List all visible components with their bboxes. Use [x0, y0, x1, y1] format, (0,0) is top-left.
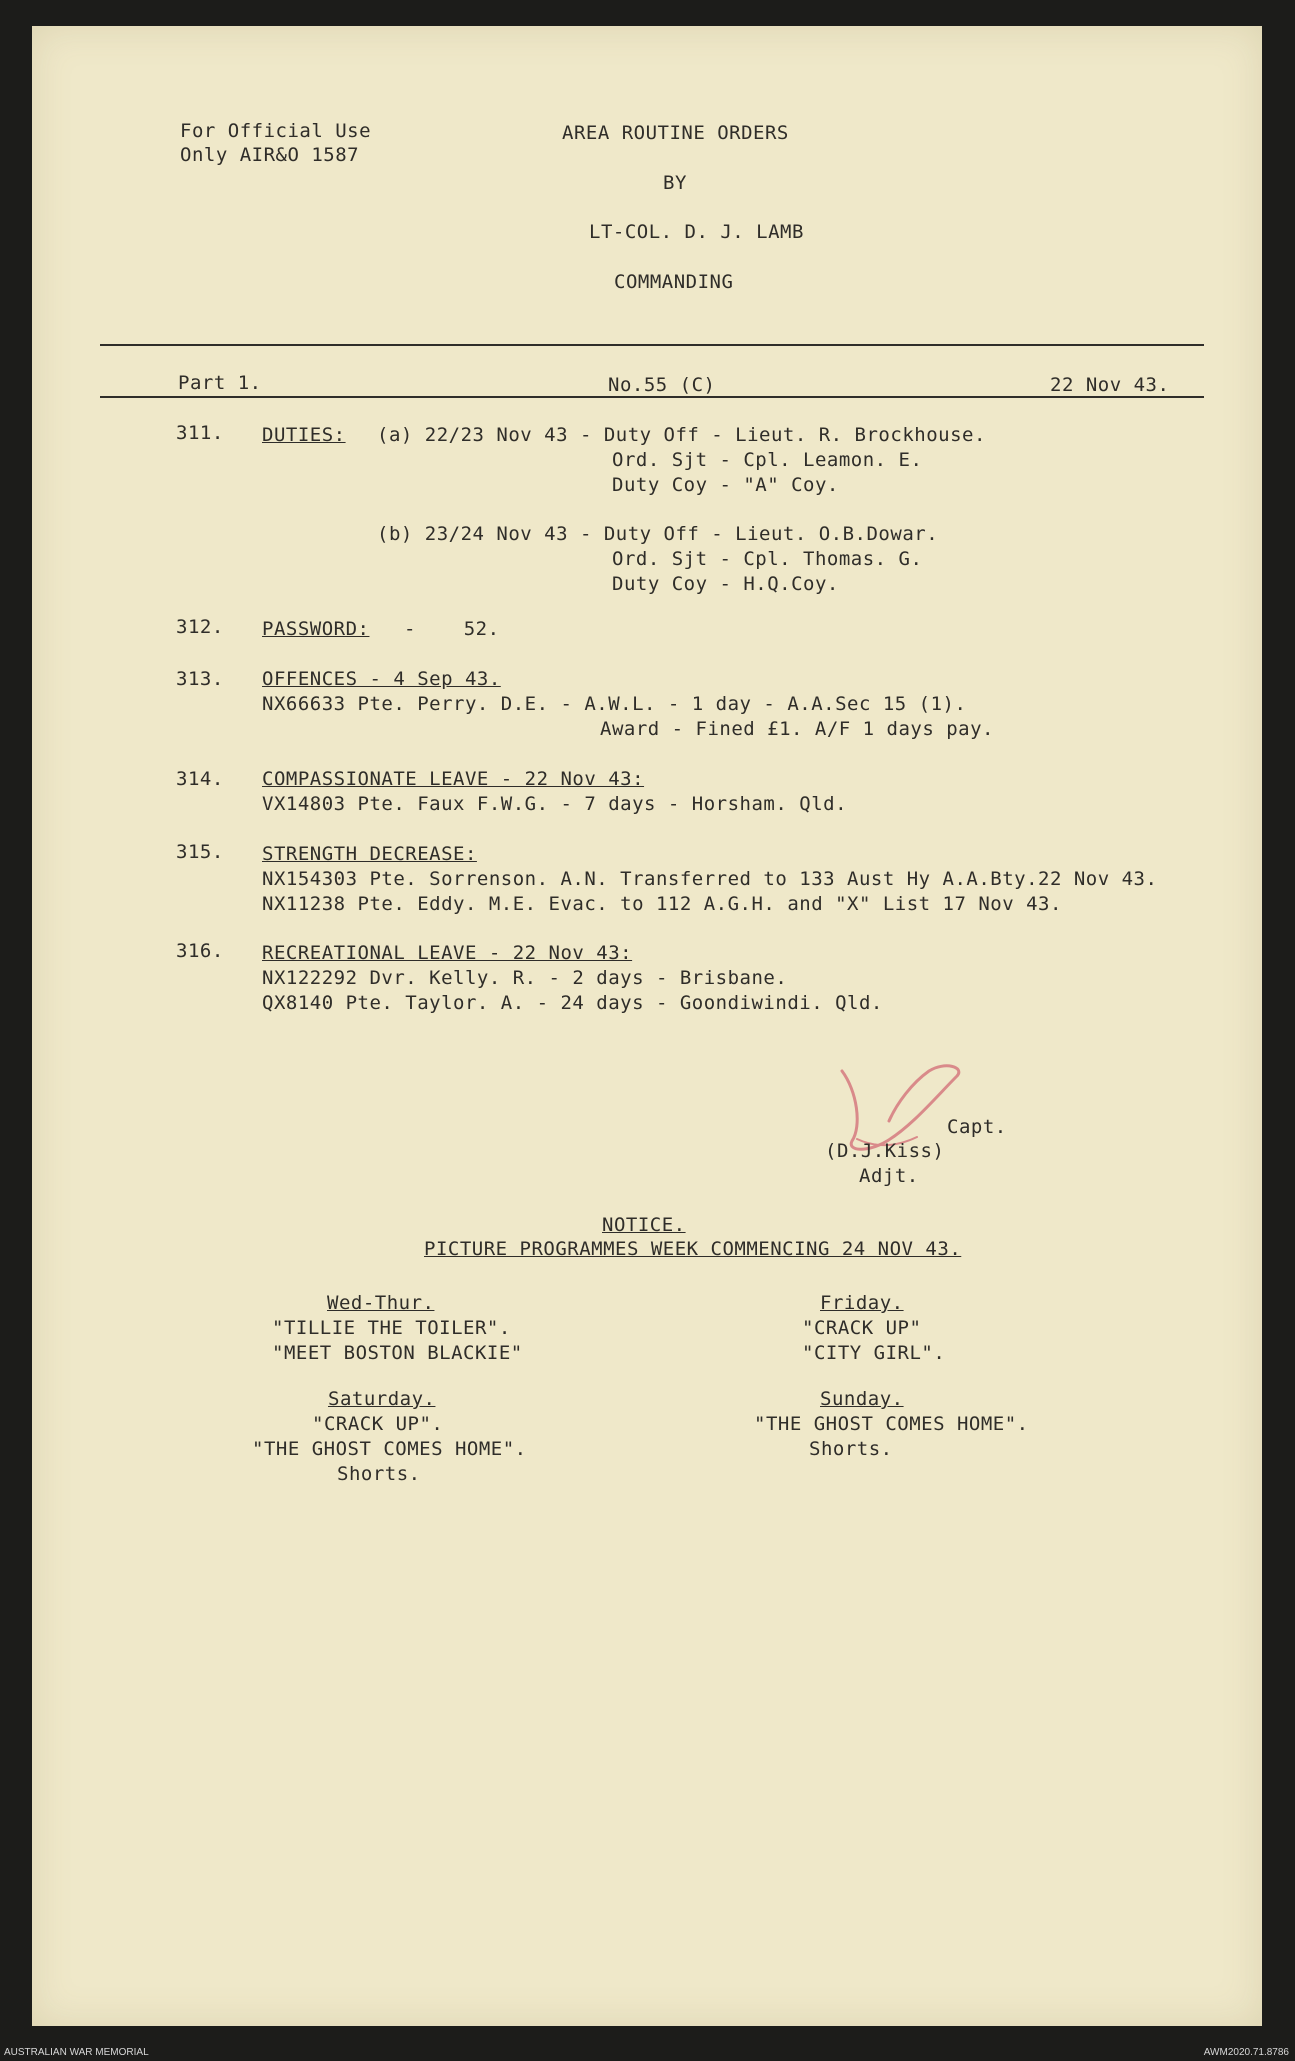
order-311-number: 311. [176, 422, 224, 444]
notice-subheading: PICTURE PROGRAMMES WEEK COMMENCING 24 NOV 43. [424, 1238, 962, 1260]
notice-day-friday: Friday. [820, 1292, 904, 1314]
order-316-line: QX8140 Pte. Taylor. A. - 24 days - Goondiwindi. Qld. [262, 992, 883, 1014]
order-316-number: 316. [176, 940, 224, 962]
order-312-heading: PASSWORD: [262, 618, 370, 640]
order-316-line: NX122292 Dvr. Kelly. R. - 2 days - Brisbane. [262, 967, 788, 989]
official-use-line-2: Only AIR&O 1587 [180, 144, 360, 166]
commanding-label: COMMANDING [614, 271, 734, 293]
notice-day-sunday: Sunday. [820, 1388, 904, 1410]
order-313-line: NX66633 Pte. Perry. D.E. - A.W.L. - 1 day - A.A.Sec 15 (1). [262, 693, 967, 715]
notice-day-saturday: Saturday. [328, 1388, 436, 1410]
signature-name: (D.J.Kiss) [825, 1140, 945, 1162]
order-312-number: 312. [176, 616, 224, 638]
footer-accession-number: AWM2020.71.8786 [1203, 2047, 1289, 2058]
order-313-heading: OFFENCES - 4 Sep 43. [262, 668, 501, 690]
title-by: BY [663, 172, 687, 194]
document-title: AREA ROUTINE ORDERS [562, 122, 789, 144]
programme-item: "THE GHOST COMES HOME". [252, 1438, 527, 1460]
order-311-line: Ord. Sjt - Cpl. Thomas. G. [612, 548, 923, 570]
official-use-line-1: For Official Use [180, 120, 372, 142]
programme-item: "CRACK UP" [802, 1317, 922, 1339]
programme-item: "TILLIE THE TOILER". [272, 1317, 511, 1339]
order-date: 22 Nov 43. [1050, 374, 1170, 396]
order-315-line: NX154303 Pte. Sorrenson. A.N. Transferred to 133 Aust Hy A.A.Bty.22 Nov 43. [262, 868, 1158, 890]
order-311-line: Ord. Sjt - Cpl. Leamon. E. [612, 449, 923, 471]
order-314-line: VX14803 Pte. Faux F.W.G. - 7 days - Horsham. Qld. [262, 793, 848, 815]
document-page [32, 26, 1262, 2026]
programme-item: "CRACK UP". [312, 1413, 444, 1435]
order-313-number: 313. [176, 668, 224, 690]
programme-item: Shorts. [809, 1438, 893, 1460]
order-314-number: 314. [176, 768, 224, 790]
order-311-line: Duty Coy - H.Q.Coy. [612, 573, 839, 595]
order-314-heading: COMPASSIONATE LEAVE - 22 Nov 43: [262, 768, 645, 790]
commanding-officer: LT-COL. D. J. LAMB [589, 221, 804, 243]
order-315-heading: STRENGTH DECREASE: [262, 843, 477, 865]
order-number: No.55 (C) [608, 374, 716, 396]
programme-item: Shorts. [337, 1463, 421, 1485]
order-311-line: (a) 22/23 Nov 43 - Duty Off - Lieut. R. Brockhouse. [377, 424, 986, 446]
notice-day-wed-thur: Wed-Thur. [327, 1292, 435, 1314]
order-315-number: 315. [176, 841, 224, 863]
order-312-line: - 52. [404, 618, 500, 640]
part-label: Part 1. [178, 372, 262, 394]
programme-item: "THE GHOST COMES HOME". [754, 1413, 1029, 1435]
order-313-line: Award - Fined £1. A/F 1 days pay. [600, 718, 994, 740]
header-rule-bottom [100, 396, 1204, 398]
order-316-heading: RECREATIONAL LEAVE - 22 Nov 43: [262, 942, 633, 964]
signature-title: Adjt. [859, 1165, 919, 1187]
notice-heading: NOTICE. [602, 1214, 686, 1236]
order-311-heading: DUTIES: [262, 424, 346, 446]
order-311-line: (b) 23/24 Nov 43 - Duty Off - Lieut. O.B.Dowar. [377, 523, 939, 545]
footer-source: AUSTRALIAN WAR MEMORIAL [4, 2047, 149, 2058]
signature-rank: Capt. [947, 1116, 1007, 1138]
order-315-line: NX11238 Pte. Eddy. M.E. Evac. to 112 A.G.H. and "X" List 17 Nov 43. [262, 893, 1062, 915]
programme-item: "MEET BOSTON BLACKIE" [272, 1342, 523, 1364]
programme-item: "CITY GIRL". [802, 1342, 946, 1364]
header-rule-top [100, 344, 1204, 346]
order-311-line: Duty Coy - "A" Coy. [612, 474, 839, 496]
